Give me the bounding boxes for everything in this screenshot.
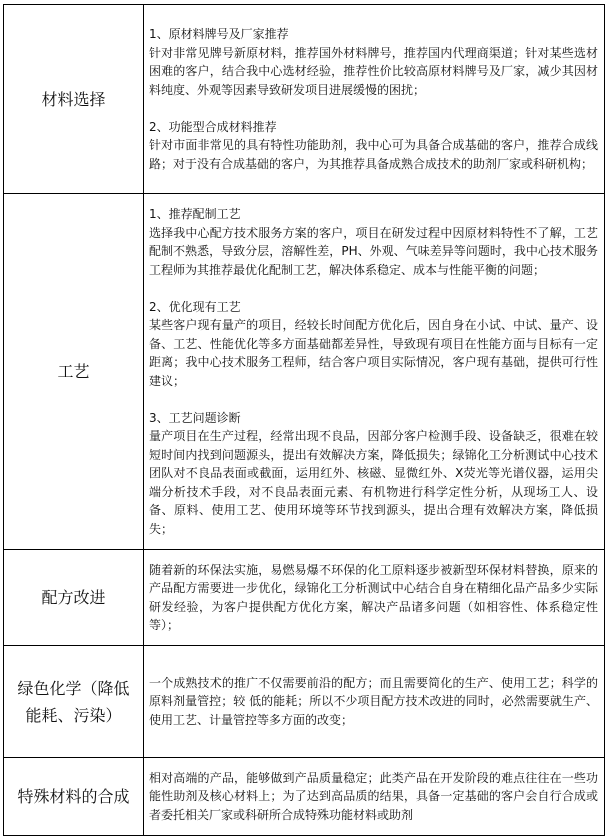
section-body: 随着新的环保法实施，易燃易爆不环保的化工原料逐步被新型环保材料替换，原来的产品配方需要进一步优化，绿锦化工分析测试中心结合自身在精细化品产品多少实际研发经验，为客户提供配方优化方案，解决产品诸多问题（如相容性、体系稳定性等）；: [149, 562, 598, 632]
row-content-special-synthesis: [144, 758, 605, 836]
section-body: 量产项目在生产过程，经常出现不良品，因部分客户检测手段、设备缺乏，很难在较短时间内找到问题源头，提出有效解决方案，降低损失；绿锦化工分析测试中心技术团队对不良品表面或截面，运用红外、核磁、显微红外、X荧光等光谱仪器，运用尖端分析技术手段，对不良品表面元素、有机物进行科学定性分析，从现场工人、设备、原料、使用工艺、使用环境等环节找到源头，提出合理有效解决方案，降低损失；: [149, 429, 598, 536]
table-row: [4, 758, 605, 836]
section-body: 选择我中心配方技术服务方案的客户，项目在研发过程中因原材料特性不了解，工艺配制不熟悉，导致分层，溶解性差，PH、外观、气味差异等问题时，我中心技术服务工程师为其推荐最优化配制工艺，解决体系稳定、成本与性能平衡的问题；: [149, 225, 598, 277]
row-label-green-chemistry: 绿色化学（降低能耗、污染）: [4, 646, 144, 758]
table-row: [4, 194, 605, 550]
row-label-formula-improvement: 配方改进: [4, 550, 144, 646]
section-heading: 1、原材料牌号及厂家推荐: [149, 27, 289, 41]
row-content-process: [144, 194, 605, 550]
section-heading: 3、工艺问题诊断: [149, 410, 241, 425]
table-row: [4, 5, 605, 194]
section-body: 针对非常见牌号新原材料，推荐国外材料牌号，推荐国内代理商渠道；针对某些选材困难的客户，结合我中心选材经验，推荐性价比较高原材料牌号及厂家，减少其因材料纯度、外观等因素导致研发项目进展缓慢的困扰；: [149, 45, 598, 97]
row-label-special-synthesis: 特殊材料的合成: [4, 758, 144, 836]
row-label-process: 工艺: [4, 194, 144, 550]
section-heading: 2、优化现有工艺: [149, 299, 241, 314]
section-body: 针对市面非常见的具有特性功能助剂，我中心可为具备合成基础的客户，推荐合成线路；对于没有合成基础的客户，为其推荐具备成熟合成技术的助剂厂家或科研机构；: [149, 138, 598, 171]
row-content-formula-improvement: [144, 550, 605, 646]
row-content-green-chemistry: [144, 646, 605, 758]
section-heading: 2、功能型合成材料推荐: [149, 119, 277, 134]
section-body: 相对高端的产品，能够做到产品质量稳定；此类产品在开发阶段的难点往往在一些功能性助剂及核心材料上；为了达到高品质的结果，具备一定基础的客户会自行合成或者委托相关厂家或科研所合成特殊功能材料或助剂: [149, 770, 598, 822]
section-heading: 1、推荐配制工艺: [149, 207, 241, 221]
table-row: [4, 646, 605, 758]
section-body: 一个成熟技术的推广不仅需要前沿的配方；而且需要简化的生产、使用工艺；科学的原料剂量管控；较 低的能耗；所以不少项目配方技术改进的同时，必然需要就生产、使用工艺、计量管控等多方面的改变；: [149, 675, 598, 727]
section-body: 某些客户现有量产的项目，经较长时间配方优化后，因自身在小试、中试、量产、设备、工艺、性能优化等多方面基础都差异性，导致现有项目在性能方面与目标有一定距离；我中心技术服务工程师，结合客户项目实际情况，客户现有基础，提供可行性建议；: [149, 318, 598, 388]
row-label-material-selection: 材料选择: [4, 5, 144, 194]
table-row: [4, 550, 605, 646]
service-table: [3, 4, 605, 836]
row-content-material-selection: [144, 5, 605, 194]
